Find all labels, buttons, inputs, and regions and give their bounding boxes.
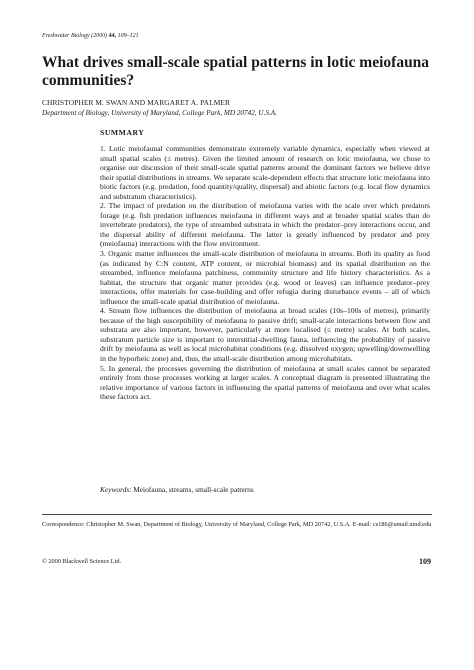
keywords xyxy=(100,485,254,494)
journal-volume: 44, xyxy=(108,33,117,39)
journal-year: (2000) xyxy=(91,33,108,39)
keywords-label: Keywords xyxy=(100,485,130,494)
keywords-text: : Meiofauna, streams, small-scale patterns xyxy=(129,485,254,494)
summary-point: 3. Organic matter influences the small-scale distribution of meiofauna in streams. Both its quality as food (as indicated by C:N content, ATP content, or microbial biomass) and its spatial distribution on the streambed, influence meiofauna patchiness, community structure and life history characteristics. As a habitat, the structure that organic matter provides (e.g. wood or leaves) can influence predator–prey interactions, offer materials for case-building and offer refugia during disturbance events – all of which influence the small-scale spatial distribution of meiofauna. xyxy=(100,249,430,306)
author-list: CHRISTOPHER M. SWAN AND MARGARET A. PALMER xyxy=(42,98,231,107)
footnote-divider xyxy=(42,514,432,515)
article-title: What drives small-scale spatial patterns in lotic meiofauna communities? xyxy=(42,54,430,89)
author-affiliation: Department of Biology, University of Maryland, College Park, MD 20742, U.S.A. xyxy=(42,109,277,117)
copyright-notice: © 2000 Blackwell Science Ltd. xyxy=(42,558,122,565)
journal-name: Freshwater Biology xyxy=(42,33,90,39)
summary-point: 2. The impact of predation on the distribution of meiofauna varies with the scale over which predators forage (e.g. fish predation influences meiofauna in different ways and at broader spatial scales than do invertebrate predators), the type of streambed substrata in which the predator–prey interactions occur, and the dispersal ability of different meiofauna. The latter is greatly influenced by predator and prey (meiofauna) interactions with the flow environment. xyxy=(100,201,430,249)
summary-point: 5. In general, the processes governing the distribution of meiofauna at small scales cannot be separated entirely from those processes working at larger scales. A conceptual diagram is presented illustrating the relative importance of various factors in influencing the spatial patterns of meiofauna and over what scales these factors act. xyxy=(100,363,430,402)
page-number: 109 xyxy=(419,557,431,566)
summary-list xyxy=(100,144,430,402)
journal-pages: 109–121 xyxy=(117,33,139,39)
summary-point: 1. Lotic meiofaunal communities demonstrate extremely variable dynamics, especially when viewed at small spatial scales (≤ metres). Given the limited amount of research on lotic meiofauna, we chose to organise our discussion of their small-scale spatial patterns around the dominant factors we believe drive their spatial distributions in streams. We separate scale-dependent effects that structure lotic meiofauna into biotic factors (e.g. predation, food quantity/quality, dispersal) and abiotic factors (e.g. local flow dynamics and substratum characteristics). xyxy=(100,144,430,201)
summary-point: 4. Stream flow influences the distribution of meiofauna at broad scales (10s–100s of metres), primarily because of the high susceptibility of meiofauna to passive drift; small-scale interactions between flow and substrata are also important, however, particularly at more localised (≤ metre) scales. At both scales, substratum particle size is important to interstitial-dwelling fauna, influencing the probability of passive drift by meiofauna as well as local microhabitat conditions (e.g. dissolved oxygen; upwelling/downwelling in the hyporheic zone) and, thus, the small-scale distribution among microhabitats. xyxy=(100,306,430,364)
correspondence-note: Correspondence: Christopher M. Swan, Department of Biology, University of Maryland, College Park, MD 20742, U.S.A. E-mail: cs186@umail.umd.edu xyxy=(42,521,432,528)
summary-heading: SUMMARY xyxy=(100,128,145,137)
journal-citation xyxy=(42,32,139,40)
